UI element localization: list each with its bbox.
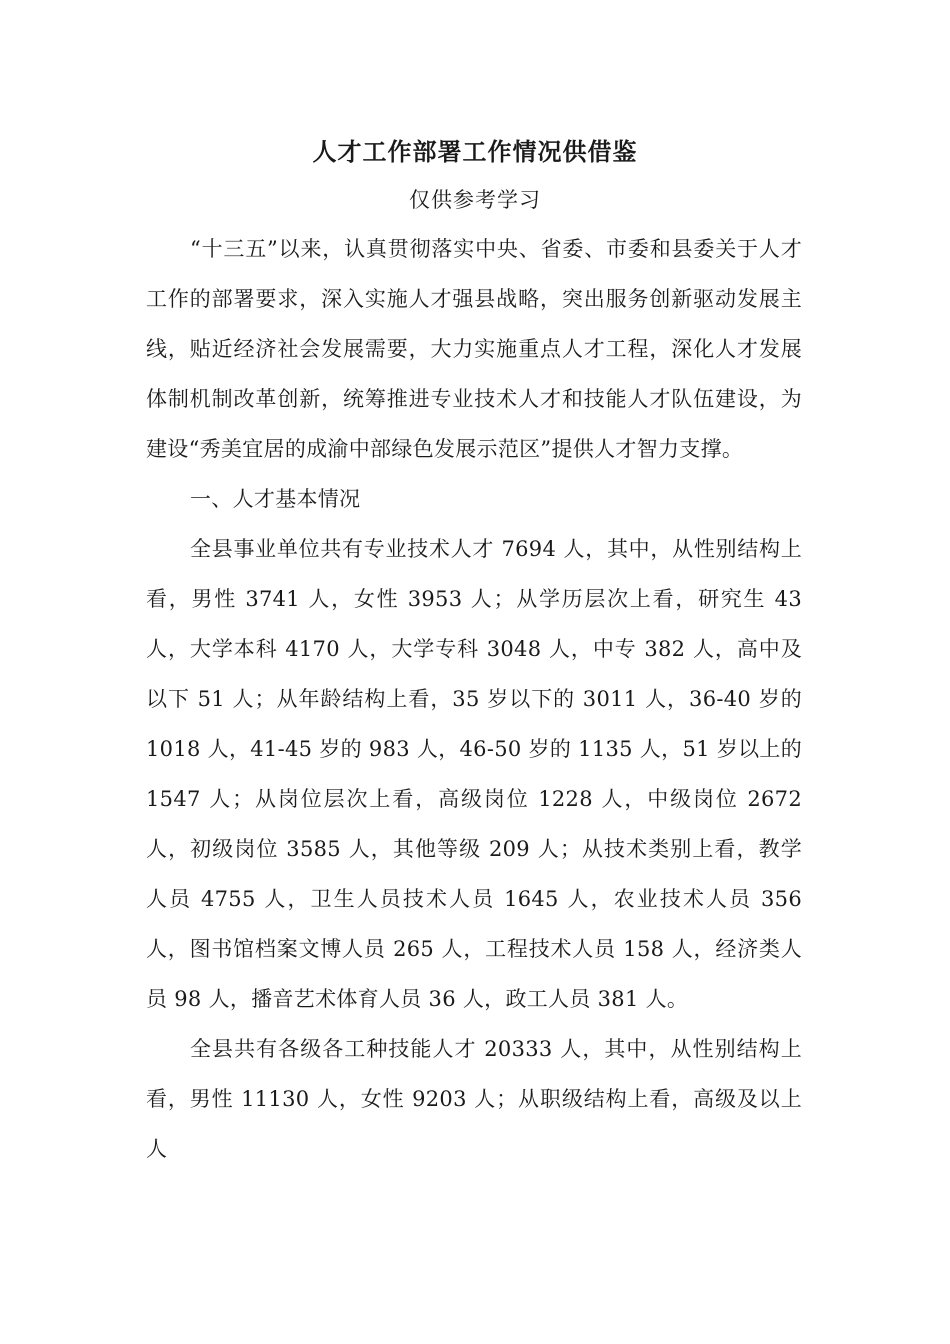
page-title: 人才工作部署工作情况供借鉴	[312, 137, 638, 166]
section-heading: 一、人才基本情况	[190, 487, 361, 511]
intro-paragraph: “十三五”以来，认真贯彻落实中央、省委、市委和县委关于人才工作的部署要求，深入实施人才强县战略，突出服务创新驱动发展主线，贴近经济社会发展需要，大力实施重点人才工程，深化人才发展体制机制改革创新，统筹推进专业技术人才和技能人才队伍建设，为建设“秀美宜居的成渝中部绿色发展示范区”提供人才智力支撑。	[146, 237, 802, 461]
page-subtitle: 仅供参考学习	[409, 188, 541, 212]
professional-talent-paragraph: 全县事业单位共有专业技术人才 7694 人，其中，从性别结构上看，男性 3741 人，女性 3953 人；从学历层次上看，研究生 43 人，大学本科 4170 人，大学专科 3048 人，中专 382 人，高中及以下 51 人；从年龄结构上看，35 岁以下的 3011 人，36-40 岁的 1018 人，41-45 岁的 983 人，46-50 岁的 1135 人，51 岁以上的 1547 人；从岗位层次上看，高级岗位 1228 人，中级岗位 2672 人，初级岗位 3585 人，其他等级 209 人；从技术类别上看，教学人员 4755 人，卫生人员技术人员 1645 人，农业技术人员 356 人，图书馆档案文博人员 265 人，工程技术人员 158 人，经济类人员 98 人，播音艺术体育人员 36 人，政工人员 381 人。	[146, 537, 802, 1011]
skilled-talent-paragraph: 全县共有各级各工种技能人才 20333 人，其中，从性别结构上看，男性 11130 人，女性 9203 人；从职级结构上看，高级及以上人	[146, 1037, 802, 1161]
document-body	[146, 224, 802, 1174]
